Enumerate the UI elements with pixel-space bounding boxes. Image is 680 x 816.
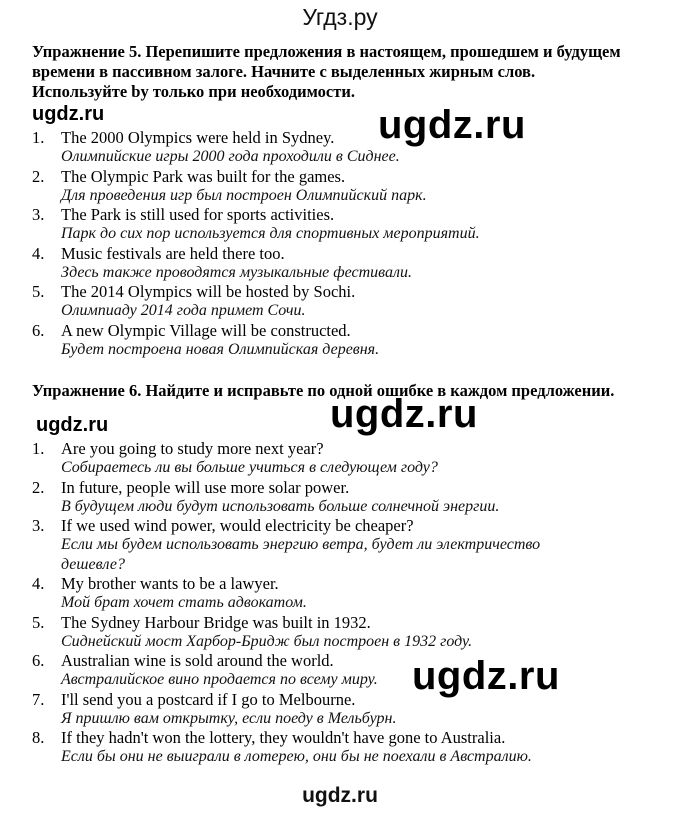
russian-translation: Будет построена новая Олимпийская деревня.	[61, 340, 380, 358]
exercise-5-list	[32, 128, 592, 359]
item-number: 5.	[32, 612, 45, 632]
russian-translation: Собираетесь ли вы больше учиться в следующем году?	[61, 459, 438, 476]
watermark-small: ugdz.ru	[32, 103, 105, 125]
russian-translation: Здесь также проводятся музыкальные фестивали.	[61, 263, 412, 281]
exercise-item	[32, 516, 592, 574]
english-sentence: The 2014 Olympics will be hosted by Sochi.	[61, 282, 356, 301]
english-sentence: The 2000 Olympics were held in Sydney.	[61, 128, 335, 147]
item-number: 1.	[32, 439, 45, 458]
russian-translation: Парк до сих пор используется для спортивных мероприятий.	[61, 225, 480, 242]
exercise-item	[32, 282, 592, 321]
item-number: 3.	[32, 205, 45, 224]
exercise-6-heading: Упражнение 6. Найдите и исправьте по одной ошибке в каждом предложении.	[32, 381, 615, 400]
item-number: 2.	[32, 166, 45, 186]
item-number: 4.	[32, 574, 45, 593]
exercise-5-heading: Упражнение 5. Перепишите предложения в настоящем, прошедшем и будущем времени в пассивном залоге. Начните с выделенных жирным слов. Используйте by только при необходимости.	[32, 42, 621, 101]
exercise-item	[32, 205, 592, 244]
item-number: 7.	[32, 689, 45, 709]
item-number: 4.	[32, 243, 45, 263]
english-sentence: My brother wants to be a lawyer.	[61, 574, 279, 593]
exercise-item	[32, 574, 592, 613]
site-title[interactable]: Угдз.ру	[302, 4, 378, 30]
russian-translation: Мой брат хочет стать адвокатом.	[61, 594, 307, 611]
english-sentence: Are you going to study more next year?	[61, 439, 324, 458]
exercise-item	[32, 321, 592, 360]
exercise-item	[32, 439, 592, 478]
russian-translation: В будущем люди будут использовать больше солнечной энергии.	[61, 497, 500, 515]
russian-translation: Я пришлю вам открытку, если поеду в Мельбурн.	[61, 709, 397, 727]
exercise-item	[32, 167, 592, 206]
russian-translation: Если бы они не выиграли в лотерею, они бы не поехали в Австралию.	[61, 748, 532, 765]
russian-translation: Сиднейский мост Харбор-Бридж был построен в 1932 году.	[61, 632, 473, 650]
russian-translation: Для проведения игр был построен Олимпийский парк.	[61, 186, 427, 204]
item-number: 8.	[32, 728, 45, 747]
english-sentence: The Olympic Park was built for the games.	[61, 166, 346, 186]
item-number: 2.	[32, 477, 45, 497]
russian-translation: Олимпийские игры 2000 года проходили в Сиднее.	[61, 148, 400, 165]
russian-translation: Олимпиаду 2014 года примет Сочи.	[61, 302, 306, 319]
english-sentence: The Park is still used for sports activities.	[61, 205, 335, 224]
exercise-item	[32, 728, 592, 767]
footer-site-link[interactable]: ugdz.ru	[302, 784, 378, 807]
item-number: 3.	[32, 516, 45, 535]
english-sentence: In future, people will use more solar power.	[61, 477, 350, 497]
watermark: ugdz.ru	[412, 654, 560, 698]
exercise-item	[32, 244, 592, 283]
english-sentence: If we used wind power, would electricity be cheaper?	[61, 516, 414, 535]
item-number: 5.	[32, 282, 45, 301]
english-sentence: Australian wine is sold around the world.	[61, 651, 334, 670]
russian-translation: Австралийское вино продается по всему миру.	[61, 671, 378, 688]
exercise-item	[32, 478, 592, 517]
watermark-small: ugdz.ru	[36, 414, 109, 436]
item-number: 1.	[32, 128, 45, 147]
russian-translation: Если мы будем использовать энергию ветра, будет ли электричество дешевле?	[61, 536, 541, 573]
item-number: 6.	[32, 651, 45, 670]
english-sentence: The Sydney Harbour Bridge was built in 1932.	[61, 612, 371, 632]
watermark: ugdz.ru	[378, 103, 526, 147]
watermark: ugdz.ru	[330, 392, 478, 436]
item-number: 6.	[32, 320, 45, 340]
exercise-item	[32, 128, 592, 167]
english-sentence: Music festivals are held there too.	[61, 243, 285, 263]
english-sentence: I'll send you a postcard if I go to Melbourne.	[61, 689, 356, 709]
english-sentence: If they hadn't won the lottery, they wouldn't have gone to Australia.	[61, 728, 506, 747]
exercise-item	[32, 613, 592, 652]
exercise-6-list	[32, 439, 592, 767]
english-sentence: A new Olympic Village will be constructed.	[61, 320, 351, 340]
